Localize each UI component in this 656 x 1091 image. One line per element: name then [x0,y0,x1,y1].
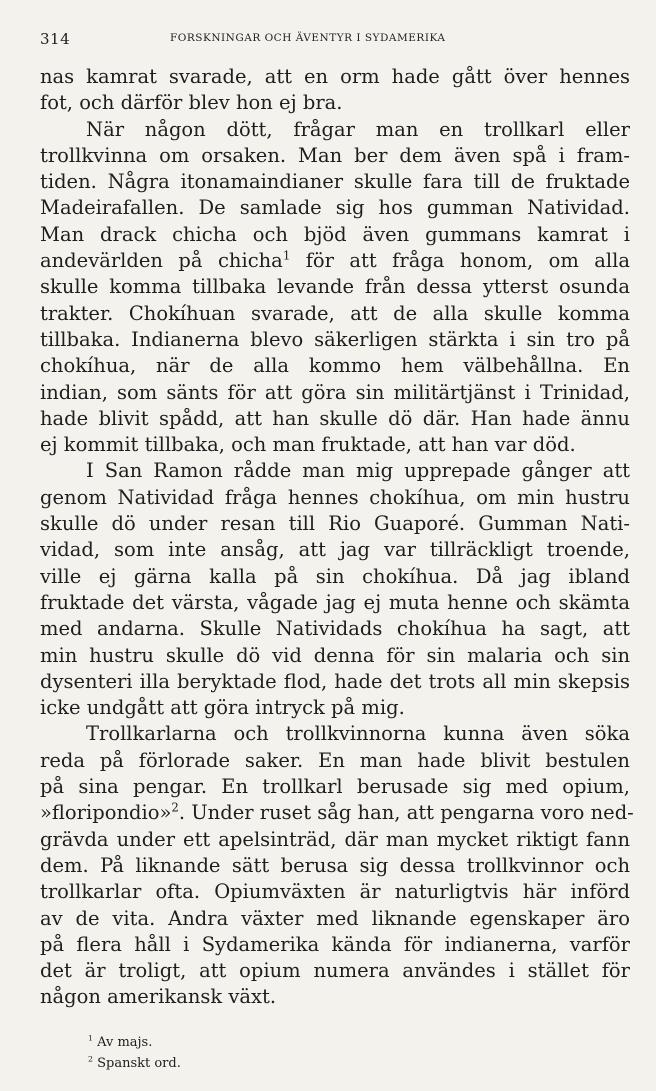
footnote-ref: 2 [171,800,179,815]
text-line: chokíhua, när de alla kommo hem välbehållna. En [40,354,630,378]
footnote-marker: 1 [88,1033,93,1043]
text-line: ej kommit tillbaka, och man fruktade, att han var död. [40,433,576,457]
running-head: FORSKNINGAR OCH ÄVENTYR I SYDAMERIKA [170,32,446,44]
text-line: dem. På liknande sätt berusa sig dessa trollkvinnor och [40,853,630,877]
text-line: »floripondio»$^2$. Under ruset såg han, att pengarna voro ned- [40,800,634,825]
text-line: trollkarlar ofta. Opiumväxten är naturligtvis här införd [40,880,630,904]
text-line: ville ej gärna kalla på sin chokíhua. Då jag ibland [40,564,630,588]
text-line: på flera håll i Sydamerika kända för indianerna, varför [40,932,630,956]
text-line: någon amerikansk växt. [40,985,277,1009]
text-line: I San Ramon rådde man mig upprepade gånger att [86,459,630,483]
text-line: grävda under ett apelsinträd, där man mycket riktigt fann [40,827,630,851]
text-line: min hustru skulle dö vid denna för sin malaria och sin [40,643,630,667]
page-number: 314 [40,30,71,48]
text-line: indian, som sänts för att göra sin militärtjänst i Trinidad, [40,380,630,404]
footnotes [88,1032,488,1074]
text-line: icke undgått att göra intryck på mig. [40,696,405,720]
page-header [40,30,630,50]
text-line: trollkvinna om orsaken. Man ber dem även spå i fram- [40,143,630,167]
text-line: reda på förlorade saker. En man hade blivit bestulen [40,748,630,772]
body-text [40,64,634,1011]
text-line: med andarna. Skulle Natividads chokíhua ha sagt, att [40,617,630,641]
text-line: fruktade det värsta, vågade jag ej muta henne och skämta [40,590,630,614]
text-line: på sina pengar. En trollkarl berusade sig med opium, [40,775,630,799]
text-line: trakter. Chokíhuan svarade, att de alla skulle komma [40,301,630,325]
text-line: dysenteri illa beryktade flod, hade det trots all min skepsis [40,669,630,693]
text-line: skulle komma tillbaka levande från dessa ytterst osunda [40,275,630,299]
text-line: Man drack chicha och bjöd även gummans kamrat i [40,222,630,246]
text-line: skulle dö under resan till Rio Guaporé. Gumman Nati- [40,512,630,536]
text-line: Madeirafallen. De samlade sig hos gumman Natividad. [40,196,630,220]
text-line: tiden. Några itonamaindianer skulle fara till de fruktade [40,170,630,194]
footnote-ref: 1 [282,248,291,263]
text-line: andevärlden på chicha$^1$ för att fråga honom, om alla [40,248,630,273]
text-line: hade blivit spådd, att han skulle dö där. Han hade ännu [40,406,630,430]
text-line: det är troligt, att opium numera användes i stället för [40,959,630,983]
text-line: Trollkarlarna och trollkvinnorna kunna även söka [86,722,630,746]
text-line: genom Natividad fråga hennes chokíhua, om min hustru [40,485,630,509]
text-line: tillbaka. Indianerna blevo säkerligen stärkta i sin tro på [40,327,630,351]
text-line: av de vita. Andra växter med liknande egenskaper äro [40,906,630,930]
footnote: $^2$ Spanskt ord. [88,1054,181,1071]
text-line: vidad, som inte ansåg, att jag var tillräckligt troende, [40,538,630,562]
footnote: $^1$ Av majs. [88,1033,153,1050]
text-line: När någon dött, frågar man en trollkarl eller [86,117,630,141]
text-line: nas kamrat svarade, att en orm hade gått över hennes [40,65,630,88]
footnote-marker: 2 [88,1054,93,1064]
text-line: fot, och därför blev hon ej bra. [40,91,343,115]
